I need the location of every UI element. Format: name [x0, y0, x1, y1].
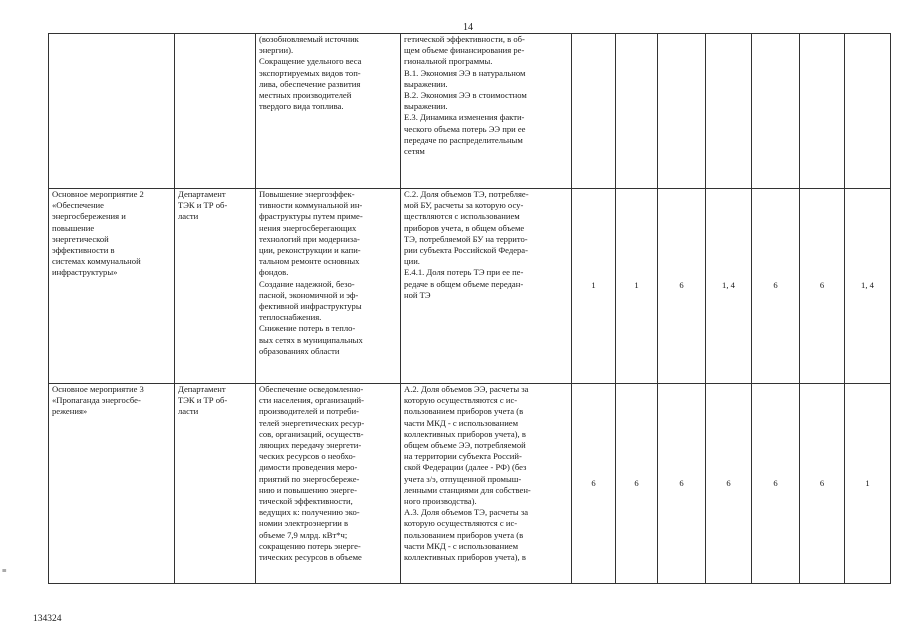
value-cell: 6 — [658, 384, 706, 584]
expected-result-cell-line: объеме 7,9 млрд. кВт*ч; — [259, 529, 348, 540]
indicator-cell-line: которую осуществляются с ис- — [404, 395, 518, 406]
activity-name-cell — [49, 34, 175, 189]
indicator-cell-line: редаче в общем объеме передан- — [404, 278, 524, 289]
value-cell: 6 — [800, 189, 845, 384]
value-cell — [572, 34, 616, 189]
activity-name-cell-line: инфраструктуры» — [52, 267, 118, 278]
value-cell — [616, 34, 658, 189]
indicator-cell — [401, 384, 572, 584]
indicator-cell-line: учета з/э, отпущенной промыш- — [404, 473, 522, 484]
indicator-cell-line: передаче по распределительным — [404, 134, 523, 145]
expected-result-cell-line: Повышение энергоэффек- — [259, 189, 355, 199]
value-cell: 6 — [706, 384, 752, 584]
indicator-cell-line: приборов учета, в общем объеме — [404, 222, 525, 233]
expected-result-cell-line: пасной, экономичной и эф- — [259, 289, 359, 300]
expected-result-cell-line: сти населения, организаций- — [259, 395, 365, 406]
indicator-cell-line: В.2. Экономия ЭЭ в стоимостном — [404, 90, 527, 101]
indicator-cell-line: Е.3. Динамика изменения факти- — [404, 112, 525, 123]
expected-result-cell-line: производителей и потреби- — [259, 406, 359, 417]
expected-result-cell-line: образованиях области — [259, 345, 340, 356]
activity-name-cell-line: «Обеспечение — [52, 200, 104, 211]
indicator-cell-line: С.2. Доля объемов ТЭ, потребляе- — [404, 189, 529, 199]
expected-result-cell-line: Создание надежной, безо- — [259, 278, 355, 289]
indicator-cell-line: выражении. — [404, 78, 448, 89]
activity-name-cell — [49, 189, 175, 384]
indicator-cell-line: выражении. — [404, 101, 448, 112]
value-cell — [845, 34, 891, 189]
expected-result-cell-line: нения энергосберегающих — [259, 222, 357, 233]
expected-result-cell-line: Сокращение удельного веса — [259, 56, 362, 67]
expected-result-cell-line: ляющих передачу энергети- — [259, 440, 362, 451]
indicator-cell-line: ленными станциями для собствен- — [404, 484, 531, 495]
expected-result-cell-line: сокращению потерь энерге- — [259, 540, 361, 551]
indicator-cell-line: которую осуществляются с ис- — [404, 518, 518, 529]
value-cell — [706, 34, 752, 189]
expected-result-cell-line: тальном ремонте основных — [259, 256, 360, 267]
expected-result-cell-line: местных производителей — [259, 90, 352, 101]
value-cell: 1 — [572, 189, 616, 384]
activities-table — [48, 33, 891, 584]
indicator-cell — [401, 189, 572, 384]
table-row — [49, 34, 891, 189]
expected-result-cell-line: теплоснабжения. — [259, 312, 322, 323]
indicator-cell-line: коллективных приборов учета), в — [404, 428, 526, 439]
indicator-cell-line: ществляются с использованием — [404, 211, 520, 222]
expected-result-cell-line: сов, организаций, осуществ- — [259, 428, 364, 439]
expected-result-cell — [256, 384, 401, 584]
activity-name-cell-line: «Пропаганда энергосбе- — [52, 395, 141, 406]
edge-mark: ≡ — [2, 566, 7, 575]
expected-result-cell-line: ции, реконструкции и капи- — [259, 245, 361, 256]
expected-result-cell-line: фондов. — [259, 267, 289, 278]
indicator-cell-line: пользованием приборов учета (в — [404, 406, 524, 417]
indicator-cell-line: ТЭ, потребляемой БУ на террито- — [404, 233, 528, 244]
indicator-cell-line: части МКД - с использованием — [404, 540, 519, 551]
activity-name-cell-line: эффективности в — [52, 245, 115, 256]
indicator-cell-line: ции. — [404, 256, 420, 267]
expected-result-cell-line: ведущих к: получению эко- — [259, 507, 360, 518]
responsible-cell-line: Департамент — [178, 384, 226, 394]
indicator-cell-line: щем объеме финансирования ре- — [404, 45, 525, 56]
expected-result-cell-line: твердого вида топлива. — [259, 101, 344, 112]
indicator-cell-line: рии субъекта Российской Федера- — [404, 245, 528, 256]
indicator-cell-line: гиональной программы. — [404, 56, 493, 67]
expected-result-cell-line: ческих ресурсов о необхо- — [259, 451, 356, 462]
expected-result-cell-line: Снижение потерь в тепло- — [259, 323, 356, 334]
indicator-cell-line: А.2. Доля объемов ЭЭ, расчеты за — [404, 384, 529, 394]
indicator-cell-line: ного производства). — [404, 496, 477, 507]
indicator-cell-line: общем объеме ЭЭ, потребляемой — [404, 440, 526, 451]
indicator-cell-line: ной ТЭ — [404, 289, 431, 300]
activity-name-cell-line: режения» — [52, 406, 88, 417]
value-cell: 1, 4 — [706, 189, 752, 384]
indicator-cell-line: А.3. Доля объемов ТЭ, расчеты за — [404, 507, 529, 518]
expected-result-cell-line: номии электроэнергии в — [259, 518, 349, 529]
activity-name-cell-line: Основное мероприятие 3 — [52, 384, 144, 394]
responsible-cell-line: ТЭК и ТР об- — [178, 200, 228, 211]
value-cell — [658, 34, 706, 189]
indicator-cell-line: Е.4.1. Доля потерь ТЭ при ее пе- — [404, 267, 524, 278]
value-cell: 1 — [845, 384, 891, 584]
page-number: 14 — [463, 22, 473, 33]
expected-result-cell-line: экспортируемых видов топ- — [259, 67, 361, 78]
expected-result-cell-line: приятий по энергосбереже- — [259, 473, 360, 484]
expected-result-cell — [256, 189, 401, 384]
activity-name-cell-line: энергетической — [52, 233, 109, 244]
indicator-cell-line: ской Федерации (далее - РФ) (без — [404, 462, 527, 473]
expected-result-cell-line: энергии). — [259, 45, 294, 56]
expected-result-cell-line: телей энергетических ресур- — [259, 417, 365, 428]
indicator-cell-line: на территории субъекта Россий- — [404, 451, 522, 462]
responsible-cell-line: ласти — [178, 211, 199, 222]
responsible-cell — [175, 189, 256, 384]
expected-result-cell-line: вых сетях в муниципальных — [259, 334, 363, 345]
responsible-cell-line: ласти — [178, 406, 199, 417]
expected-result-cell-line: Обеспечение осведомленно- — [259, 384, 364, 394]
responsible-cell — [175, 384, 256, 584]
indicator-cell-line: ческого объема потерь ЭЭ при ее — [404, 123, 526, 134]
value-cell: 6 — [658, 189, 706, 384]
indicator-cell — [401, 34, 572, 189]
expected-result-cell-line: технологий при модерниза- — [259, 233, 360, 244]
activity-name-cell-line: Основное мероприятие 2 — [52, 189, 144, 199]
indicator-cell-line: сетям — [404, 146, 425, 157]
expected-result-cell-line: лива, обеспечение развития — [259, 78, 361, 89]
expected-result-cell-line: фраструктуры путем приме- — [259, 211, 363, 222]
expected-result-cell — [256, 34, 401, 189]
expected-result-cell-line: димости проведения меро- — [259, 462, 358, 473]
indicator-cell-line: коллективных приборов учета), в — [404, 552, 526, 563]
indicator-cell-line: мой БУ, расчеты за которую осу- — [404, 200, 524, 211]
responsible-cell-line: Департамент — [178, 189, 226, 199]
value-cell: 1, 4 — [845, 189, 891, 384]
responsible-cell — [175, 34, 256, 189]
table-row — [49, 384, 891, 584]
indicator-cell-line: В.1. Экономия ЭЭ в натуральном — [404, 67, 526, 78]
value-cell: 6 — [752, 189, 800, 384]
indicator-cell-line: гетической эффективности, в об- — [404, 34, 525, 44]
value-cell: 1 — [616, 189, 658, 384]
expected-result-cell-line: тивности коммунальной ин- — [259, 200, 363, 211]
value-cell: 6 — [572, 384, 616, 584]
value-cell: 6 — [616, 384, 658, 584]
expected-result-cell-line: (возобновляемый источник — [259, 34, 359, 44]
expected-result-cell-line: фективной инфраструктуры — [259, 301, 362, 312]
expected-result-cell-line: нию и повышению энерге- — [259, 484, 357, 495]
responsible-cell-line: ТЭК и ТР об- — [178, 395, 228, 406]
value-cell: 6 — [800, 384, 845, 584]
value-cell: 6 — [752, 384, 800, 584]
value-cell — [800, 34, 845, 189]
activity-name-cell-line: энергосбережения и — [52, 211, 126, 222]
activity-name-cell-line: системах коммунальной — [52, 256, 141, 267]
table-row — [49, 189, 891, 384]
value-cell — [752, 34, 800, 189]
indicator-cell-line: пользованием приборов учета (в — [404, 529, 524, 540]
activity-name-cell-line: повышение — [52, 222, 95, 233]
document-code: 134324 — [33, 614, 62, 624]
indicator-cell-line: части МКД - с использованием — [404, 417, 519, 428]
activity-name-cell — [49, 384, 175, 584]
expected-result-cell-line: тической эффективности, — [259, 496, 353, 507]
expected-result-cell-line: тических ресурсов в объеме — [259, 552, 362, 563]
